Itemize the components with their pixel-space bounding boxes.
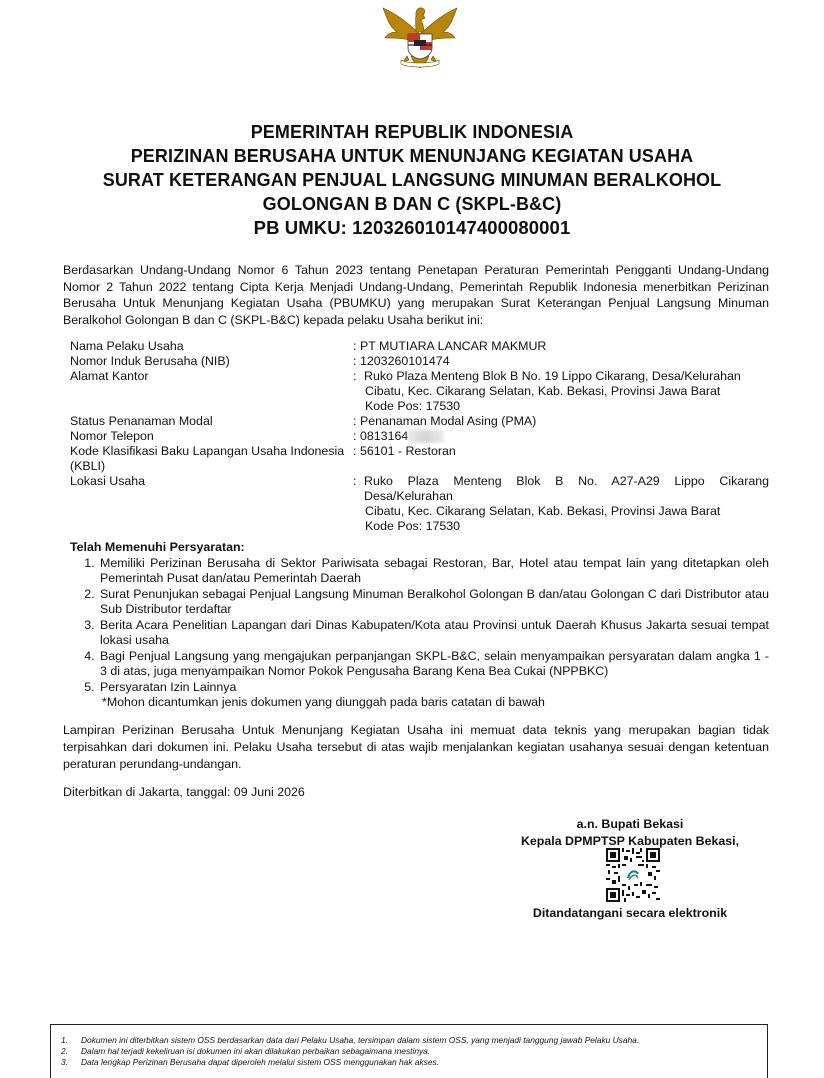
- signatory-line-1: a.n. Bupati Bekasi: [576, 817, 684, 831]
- field-colon: :: [353, 369, 357, 383]
- kbli-value: 56101 - Restoran: [360, 444, 456, 458]
- nama-value: PT MUTIARA LANCAR MAKMUR: [360, 339, 547, 353]
- title-line-2: PERIZINAN BERUSAHA UNTUK MENUNJANG KEGIATAN USAHA: [130, 146, 694, 166]
- alamat-line-1: Ruko Plaza Menteng Blok B No. 19 Lippo Cikarang, Desa/Kelurahan: [364, 369, 741, 383]
- field-row-nama: [70, 339, 769, 354]
- lokasi-line-1: Ruko Plaza Menteng Blok B No. A27-A29 Lippo Cikarang Desa/Kelurahan: [364, 474, 769, 503]
- footer-note-number: 2.: [61, 1046, 68, 1056]
- field-row-status: [70, 414, 769, 429]
- qr-code-icon: [606, 848, 660, 902]
- closing-paragraph: Lampiran Perizinan Berusaha Untuk Menunjang Kegiatan Usaha ini memuat data teknis yang merupakan bagian tidak terpisahkan dari dokumen ini. Pelaku Usaha tersebut di atas wajib menjalankan kegiatan usahanya sesuai dengan ketentuan peraturan perundang-undangan.: [63, 723, 769, 771]
- field-label: Nomor Induk Berusaha (NIB): [70, 354, 230, 368]
- business-details: [70, 339, 769, 534]
- footer-note-number: 3.: [61, 1057, 68, 1067]
- field-colon: :: [353, 444, 357, 458]
- signatory-line-2: Kepala DPMPTSP Kabupaten Bekasi,: [520, 834, 740, 848]
- field-value: [360, 474, 769, 534]
- field-colon: :: [353, 414, 357, 428]
- field-value: [360, 414, 769, 429]
- electronic-signature-note: Ditandatangani secara elektronik: [532, 906, 728, 920]
- field-value: [360, 339, 769, 354]
- footer-notes: [50, 1024, 768, 1078]
- footer-note-text: Data lengkap Perizinan Berusaha dapat diperoleh melalui sistem OSS menggunakan hak akses.: [81, 1057, 440, 1067]
- field-row-lokasi: [70, 474, 769, 534]
- telepon-value: 0813164: [360, 429, 409, 443]
- title-line-1: PEMERINTAH REPUBLIK INDONESIA: [250, 122, 574, 142]
- field-row-nib: [70, 354, 769, 369]
- requirement-item: 5. Persyaratan Izin Lainnya: [98, 680, 769, 696]
- issue-date: Diterbitkan di Jakarta, tanggal: 09 Juni 2026: [63, 785, 305, 799]
- field-value: [360, 354, 769, 369]
- field-value: [360, 444, 769, 474]
- field-colon: :: [353, 429, 357, 443]
- document-title: [0, 120, 824, 240]
- footer-note-text: Dokumen ini diterbitkan sistem OSS berdasarkan data dari Pelaku Usaha, tersimpan dalam sistem OSS, yang menjadi tanggung jawab Pelaku Usaha.: [81, 1035, 640, 1045]
- footer-note-text: Dalam hal terjadi kekeliruan isi dokumen ini akan dilakukan perbaikan sebagaimana mestinya.: [81, 1046, 431, 1056]
- garuda-emblem-icon: [379, 4, 461, 70]
- field-label: Lokasi Usaha: [70, 474, 146, 488]
- requirement-item: 1. Memiliki Perizinan Berusaha di Sektor Pariwisata sebagai Restoran, Bar, Hotel atau tempat lain yang ditetapkan oleh Pemerintah Pusat dan/atau Pemerintah Daerah: [98, 556, 769, 587]
- field-value: [360, 429, 769, 444]
- alamat-line-3: Kode Pos: 17530: [365, 399, 461, 413]
- field-colon: :: [353, 474, 357, 488]
- alamat-line-2: Cibatu, Kec. Cikarang Selatan, Kab. Bekasi, Provinsi Jawa Barat: [365, 384, 721, 398]
- footer-note: [61, 1057, 767, 1068]
- title-line-4: GOLONGAN B DAN C (SKPL-B&C): [262, 194, 562, 214]
- field-label: [70, 444, 353, 474]
- footer-note-number: 1.: [61, 1035, 68, 1045]
- title-line-3: SURAT KETERANGAN PENJUAL LANGSUNG MINUMAN BERALKOHOL: [102, 170, 722, 190]
- requirement-item: 2. Surat Penunjukan sebagai Penjual Langsung Minuman Beralkohol Golongan B dan/atau Golongan C dari Distributor atau Sub Distributor terdaftar: [98, 587, 769, 618]
- field-row-alamat: [70, 369, 769, 414]
- nib-value: 1203260101474: [360, 354, 450, 368]
- field-label: Nama Pelaku Usaha: [70, 339, 184, 353]
- field-label: Alamat Kantor: [70, 369, 149, 383]
- requirements-note: *Mohon dicantumkan jenis dokumen yang diunggah pada baris catatan di bawah: [102, 695, 545, 709]
- field-value: [360, 369, 769, 414]
- field-row-kbli: [70, 444, 769, 474]
- signature-block: [500, 816, 760, 850]
- field-row-telepon: [70, 429, 769, 444]
- field-label: Status Penanaman Modal: [70, 414, 213, 428]
- footer-note: [61, 1035, 767, 1046]
- redaction-blur: [408, 430, 444, 443]
- field-label: Nomor Telepon: [70, 429, 154, 443]
- pb-umku-number: PB UMKU: 120326010147400080001: [253, 217, 571, 238]
- field-colon: :: [353, 339, 357, 353]
- lokasi-line-3: Kode Pos: 17530: [365, 519, 461, 533]
- requirement-item: 4. Bagi Penjual Langsung yang mengajukan perpanjangan SKPL-B&C, selain menyampaikan persyaratan dalam angka 1 - 3 di atas, juga menyampaikan Nomor Pokok Pengusaha Barang Kena Bea Cukai (NPPBKC): [98, 649, 769, 680]
- requirements-title: Telah Memenuhi Persyaratan:: [70, 540, 245, 554]
- lokasi-line-2: Cibatu, Kec. Cikarang Selatan, Kab. Bekasi, Provinsi Jawa Barat: [365, 504, 721, 518]
- requirements-section: [70, 540, 769, 711]
- kbli-label-line-2: (KBLI): [70, 459, 106, 473]
- kbli-label-line-1: Kode Klasifikasi Baku Lapangan Usaha Indonesia: [70, 444, 345, 458]
- field-colon: :: [353, 354, 357, 368]
- requirements-list: [70, 556, 769, 696]
- status-value: Penanaman Modal Asing (PMA): [360, 414, 537, 428]
- footer-note: [61, 1046, 767, 1057]
- requirement-item: 3. Berita Acara Penelitian Lapangan dari Dinas Kabupaten/Kota atau Provinsi untuk Daerah Khusus Jakarta sesuai tempat lokasi usaha: [98, 618, 769, 649]
- intro-paragraph: Berdasarkan Undang-Undang Nomor 6 Tahun 2023 tentang Penetapan Peraturan Pemerintah Pengganti Undang-Undang Nomor 2 Tahun 2022 tentang Cipta Kerja Menjadi Undang-Undang, Pemerintah Republik Indonesia menerbitkan Perizinan Berusaha Untuk Menunjang Kegiatan Usaha (PBUMKU) yang merupakan Surat Keterangan Penjual Langsung Minuman Beralkohol Golongan B dan C (SKPL-B&C) kepada pelaku Usaha berikut ini:: [63, 263, 769, 327]
